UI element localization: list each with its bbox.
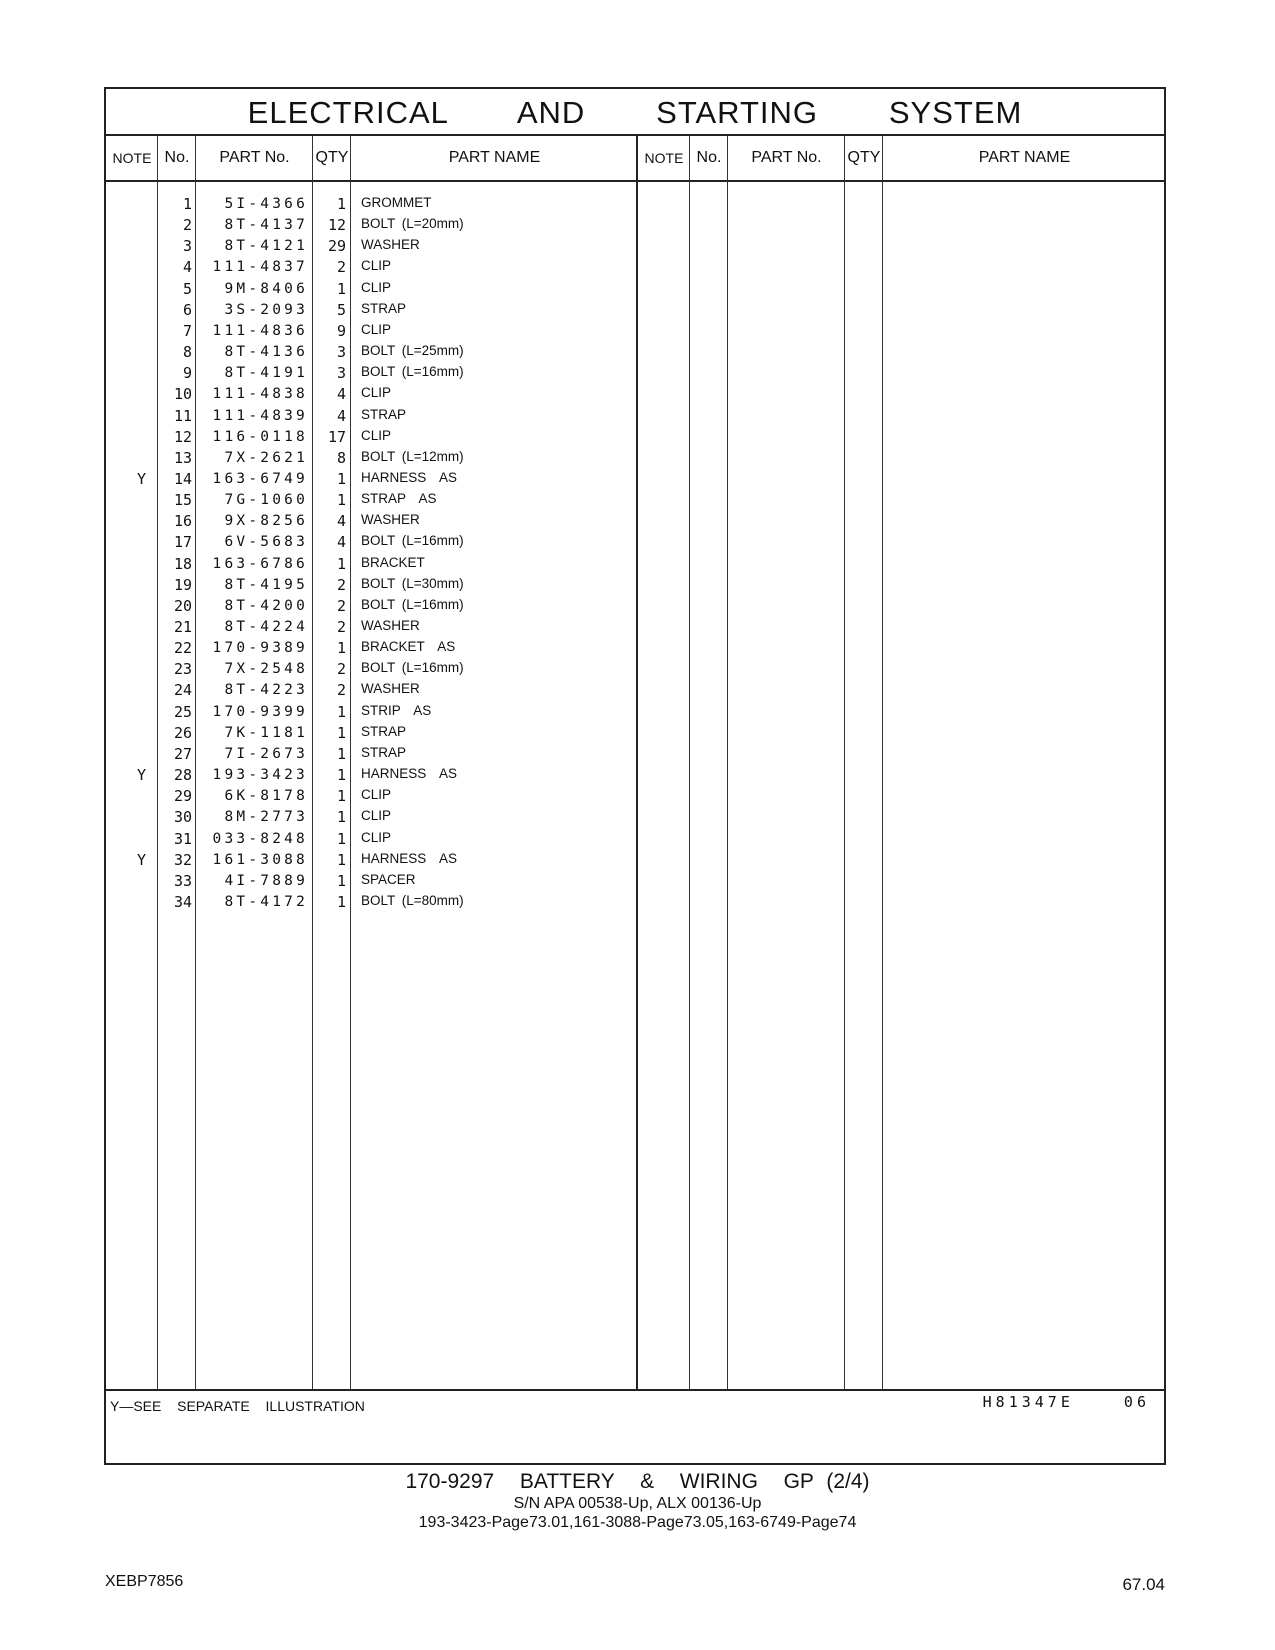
part-number-cell: 8T-4172 xyxy=(224,893,308,910)
part-name-cell: STRAP xyxy=(361,723,407,739)
quantity-cell: 2 xyxy=(336,575,346,594)
item-number-cell: 22 xyxy=(173,639,192,658)
part-name-cell: CLIP xyxy=(361,829,392,845)
part-name-cell: CLIP xyxy=(361,279,392,295)
quantity-cell: 2 xyxy=(336,681,346,700)
table-row xyxy=(106,806,1164,828)
item-number-cell: 31 xyxy=(173,829,192,848)
quantity-cell: 3 xyxy=(336,364,346,383)
item-number-cell: 32 xyxy=(173,850,192,869)
item-number-cell: 25 xyxy=(173,702,192,721)
item-number-cell: 26 xyxy=(173,723,192,742)
part-name-cell: BOLT (L=25mm) xyxy=(361,343,464,359)
part-number-cell: 6V-5683 xyxy=(224,534,308,551)
table-row xyxy=(106,214,1164,236)
table-row xyxy=(106,574,1164,596)
item-number-cell: 17 xyxy=(173,533,192,552)
part-number-cell: 8T-4195 xyxy=(224,576,308,593)
item-number-cell: 15 xyxy=(173,491,192,510)
part-number-cell: 8T-4224 xyxy=(224,619,308,635)
item-number-cell: 3 xyxy=(182,237,192,256)
part-number-cell: 7X-2548 xyxy=(224,661,308,678)
item-number-cell: 24 xyxy=(173,681,192,700)
part-number-cell: 111-4836 xyxy=(212,322,308,339)
part-name-cell: BOLT (L=16mm) xyxy=(361,364,464,380)
part-name-cell: BOLT (L=80mm) xyxy=(361,892,464,908)
part-number-cell: 111-4838 xyxy=(212,386,308,403)
part-number-cell: 8T-4136 xyxy=(224,344,308,361)
table-row xyxy=(106,256,1164,278)
item-number-cell: 28 xyxy=(173,766,192,785)
part-name-cell: WASHER xyxy=(361,681,420,697)
part-name-cell: CLIP xyxy=(361,808,392,824)
part-name-cell: WASHER xyxy=(361,237,420,253)
part-number-cell: 163-6749 xyxy=(212,470,308,487)
part-number-cell: 9X-8256 xyxy=(224,513,308,530)
table-row xyxy=(106,891,1164,913)
item-number-cell: 27 xyxy=(173,744,192,763)
part-name-cell: WASHER xyxy=(361,512,420,528)
part-number-cell: 170-9399 xyxy=(212,703,308,720)
part-name-cell: CLIP xyxy=(361,787,392,803)
item-number-cell: 2 xyxy=(182,216,192,235)
header-partno-left: PART No. xyxy=(219,149,290,166)
item-number-cell: 34 xyxy=(173,892,192,911)
part-number-cell: 9M-8406 xyxy=(224,280,308,297)
part-number-cell: 7I-2673 xyxy=(224,745,308,762)
table-row xyxy=(106,870,1164,892)
serial-range: S/N APA 00538-Up, ALX 00136-Up xyxy=(513,1495,762,1512)
part-number-cell: 111-4837 xyxy=(212,259,308,276)
quantity-cell: 1 xyxy=(336,850,346,869)
table-row xyxy=(106,595,1164,617)
part-name-cell: SPACER xyxy=(361,871,416,887)
item-number-cell: 30 xyxy=(173,808,192,827)
part-name-cell: GROMMET xyxy=(361,195,432,210)
header-no-right: No. xyxy=(696,149,722,166)
drawing-code: H81347E 06 xyxy=(982,1393,1150,1411)
page-number: 67.04 xyxy=(1122,1575,1165,1594)
table-row xyxy=(106,489,1164,511)
header-note-left: NOTE xyxy=(112,150,152,166)
table-row xyxy=(106,553,1164,575)
part-number-cell: 7G-1060 xyxy=(224,492,308,509)
quantity-cell: 2 xyxy=(336,660,346,679)
part-number-cell: 8M-2773 xyxy=(224,809,308,826)
item-number-cell: 6 xyxy=(182,300,192,319)
part-number-cell: 7K-1181 xyxy=(224,724,308,741)
part-number-cell: 8T-4121 xyxy=(224,238,308,255)
table-row xyxy=(106,616,1164,638)
note-cell: Y xyxy=(136,766,146,785)
header-partname-right: PART NAME xyxy=(978,149,1071,166)
table-row xyxy=(106,637,1164,659)
table-row xyxy=(106,468,1164,490)
part-number-cell: 8T-4200 xyxy=(224,597,308,614)
item-number-cell: 4 xyxy=(182,258,192,277)
table-row xyxy=(106,743,1164,765)
table-row xyxy=(106,510,1164,532)
table-row xyxy=(106,447,1164,469)
footnote: Y—SEE SEPARATE ILLUSTRATION xyxy=(110,1398,365,1414)
table-row xyxy=(106,341,1164,363)
item-number-cell: 13 xyxy=(173,448,192,467)
part-name-cell: BOLT (L=16mm) xyxy=(361,596,464,612)
table-row xyxy=(106,405,1164,427)
item-number-cell: 23 xyxy=(173,660,192,679)
part-name-cell: CLIP xyxy=(361,321,392,337)
table-row xyxy=(106,849,1164,871)
part-name-cell: BOLT (L=12mm) xyxy=(361,448,464,464)
note-cell: Y xyxy=(136,469,146,488)
table-row xyxy=(106,320,1164,342)
quantity-cell: 1 xyxy=(336,554,346,573)
part-name-cell: STRAP xyxy=(361,300,407,316)
table-row xyxy=(106,531,1164,553)
item-number-cell: 5 xyxy=(182,279,192,298)
quantity-cell: 1 xyxy=(336,491,346,510)
part-number-cell: 4I-7889 xyxy=(224,872,308,889)
table-row xyxy=(106,426,1164,448)
table-row xyxy=(106,278,1164,300)
part-name-cell: HARNESS AS xyxy=(361,766,458,782)
item-number-cell: 29 xyxy=(173,787,192,806)
quantity-cell: 2 xyxy=(336,596,346,615)
quantity-cell: 1 xyxy=(336,469,346,488)
header-qty-left: QTY xyxy=(315,149,349,166)
table-row xyxy=(106,383,1164,405)
item-number-cell: 18 xyxy=(173,554,192,573)
item-number-cell: 8 xyxy=(182,343,192,362)
quantity-cell: 1 xyxy=(336,808,346,827)
quantity-cell: 2 xyxy=(336,258,346,277)
part-name-cell: STRAP xyxy=(361,406,407,422)
part-number-cell: 3S-2093 xyxy=(224,301,308,318)
quantity-cell: 1 xyxy=(336,787,346,806)
item-number-cell: 11 xyxy=(173,406,192,425)
table-header xyxy=(106,136,1164,182)
part-name-cell: HARNESS AS xyxy=(361,469,458,485)
part-number-cell: 7X-2621 xyxy=(224,449,308,466)
quantity-cell: 3 xyxy=(336,343,346,362)
item-number-cell: 20 xyxy=(173,596,192,615)
table-row xyxy=(106,828,1164,850)
part-name-cell: BOLT (L=16mm) xyxy=(361,660,464,676)
quantity-cell: 4 xyxy=(336,385,346,404)
part-number-cell: 163-6786 xyxy=(212,555,308,572)
part-name-cell: HARNESS AS xyxy=(361,850,458,866)
part-name-cell: BRACKET xyxy=(361,554,425,570)
header-no-left: No. xyxy=(164,149,190,166)
part-number-cell: 6K-8178 xyxy=(224,788,308,805)
part-name-cell: CLIP xyxy=(361,427,392,443)
group-title: 170-9297 BATTERY & WIRING GP (2/4) xyxy=(405,1470,870,1493)
parts-table-frame xyxy=(104,87,1166,1465)
part-name-cell: STRAP AS xyxy=(361,491,437,507)
quantity-cell: 4 xyxy=(336,512,346,531)
quantity-cell: 9 xyxy=(336,321,346,340)
part-name-cell: BOLT (L=20mm) xyxy=(361,216,464,232)
quantity-cell: 4 xyxy=(336,406,346,425)
quantity-cell: 17 xyxy=(327,427,346,446)
part-name-cell: CLIP xyxy=(361,385,392,401)
part-number-cell: 111-4839 xyxy=(212,407,308,424)
item-number-cell: 16 xyxy=(173,512,192,531)
document-id: XEBP7856 xyxy=(105,1573,184,1590)
section-title: ELECTRICAL AND STARTING SYSTEM xyxy=(106,89,1164,136)
quantity-cell: 1 xyxy=(336,702,346,721)
table-row xyxy=(106,299,1164,321)
part-number-cell: 193-3423 xyxy=(212,767,308,784)
quantity-cell: 1 xyxy=(336,195,346,213)
part-number-cell: 033-8248 xyxy=(212,830,308,847)
part-number-cell: 8T-4191 xyxy=(224,365,308,382)
header-partno-right: PART No. xyxy=(751,149,822,166)
part-name-cell: WASHER xyxy=(361,618,420,633)
table-row xyxy=(106,235,1164,257)
part-number-cell: 8T-4137 xyxy=(224,217,308,234)
quantity-cell: 1 xyxy=(336,829,346,848)
part-number-cell: 161-3088 xyxy=(212,851,308,868)
header-partname-left: PART NAME xyxy=(448,149,541,166)
item-number-cell: 14 xyxy=(173,469,192,488)
quantity-cell: 2 xyxy=(336,618,346,636)
item-number-cell: 21 xyxy=(173,618,192,636)
quantity-cell: 8 xyxy=(336,448,346,467)
table-row xyxy=(106,193,1164,215)
page-references: 193-3423-Page73.01,161-3088-Page73.05,163-6749-Page74 xyxy=(418,1514,857,1531)
part-number-cell: 170-9389 xyxy=(212,640,308,657)
item-number-cell: 33 xyxy=(173,871,192,890)
part-name-cell: BRACKET AS xyxy=(361,639,456,655)
quantity-cell: 1 xyxy=(336,639,346,658)
item-number-cell: 7 xyxy=(182,321,192,340)
quantity-cell: 4 xyxy=(336,533,346,552)
table-row xyxy=(106,362,1164,384)
item-number-cell: 9 xyxy=(182,364,192,383)
table-row xyxy=(106,701,1164,723)
header-note-right: NOTE xyxy=(644,150,684,166)
quantity-cell: 1 xyxy=(336,892,346,911)
table-row xyxy=(106,658,1164,680)
quantity-cell: 29 xyxy=(327,237,346,256)
quantity-cell: 1 xyxy=(336,871,346,890)
quantity-cell: 5 xyxy=(336,300,346,319)
part-name-cell: STRAP xyxy=(361,744,407,760)
part-number-cell: 8T-4223 xyxy=(224,682,308,699)
part-name-cell: BOLT (L=30mm) xyxy=(361,575,464,591)
item-number-cell: 1 xyxy=(182,195,192,213)
quantity-cell: 1 xyxy=(336,766,346,785)
part-number-cell: 116-0118 xyxy=(212,428,308,445)
header-qty-right: QTY xyxy=(847,149,881,166)
table-row xyxy=(106,785,1164,807)
quantity-cell: 1 xyxy=(336,744,346,763)
quantity-cell: 1 xyxy=(336,279,346,298)
part-name-cell: BOLT (L=16mm) xyxy=(361,533,464,549)
note-cell: Y xyxy=(136,850,146,869)
part-name-cell: CLIP xyxy=(361,258,392,274)
item-number-cell: 19 xyxy=(173,575,192,594)
quantity-cell: 12 xyxy=(327,216,346,235)
part-name-cell: STRIP AS xyxy=(361,702,432,718)
table-row xyxy=(106,722,1164,744)
table-row xyxy=(106,764,1164,786)
item-number-cell: 12 xyxy=(173,427,192,446)
part-number-cell: 5I-4366 xyxy=(224,196,308,212)
table-row xyxy=(106,679,1164,701)
quantity-cell: 1 xyxy=(336,723,346,742)
item-number-cell: 10 xyxy=(173,385,192,404)
